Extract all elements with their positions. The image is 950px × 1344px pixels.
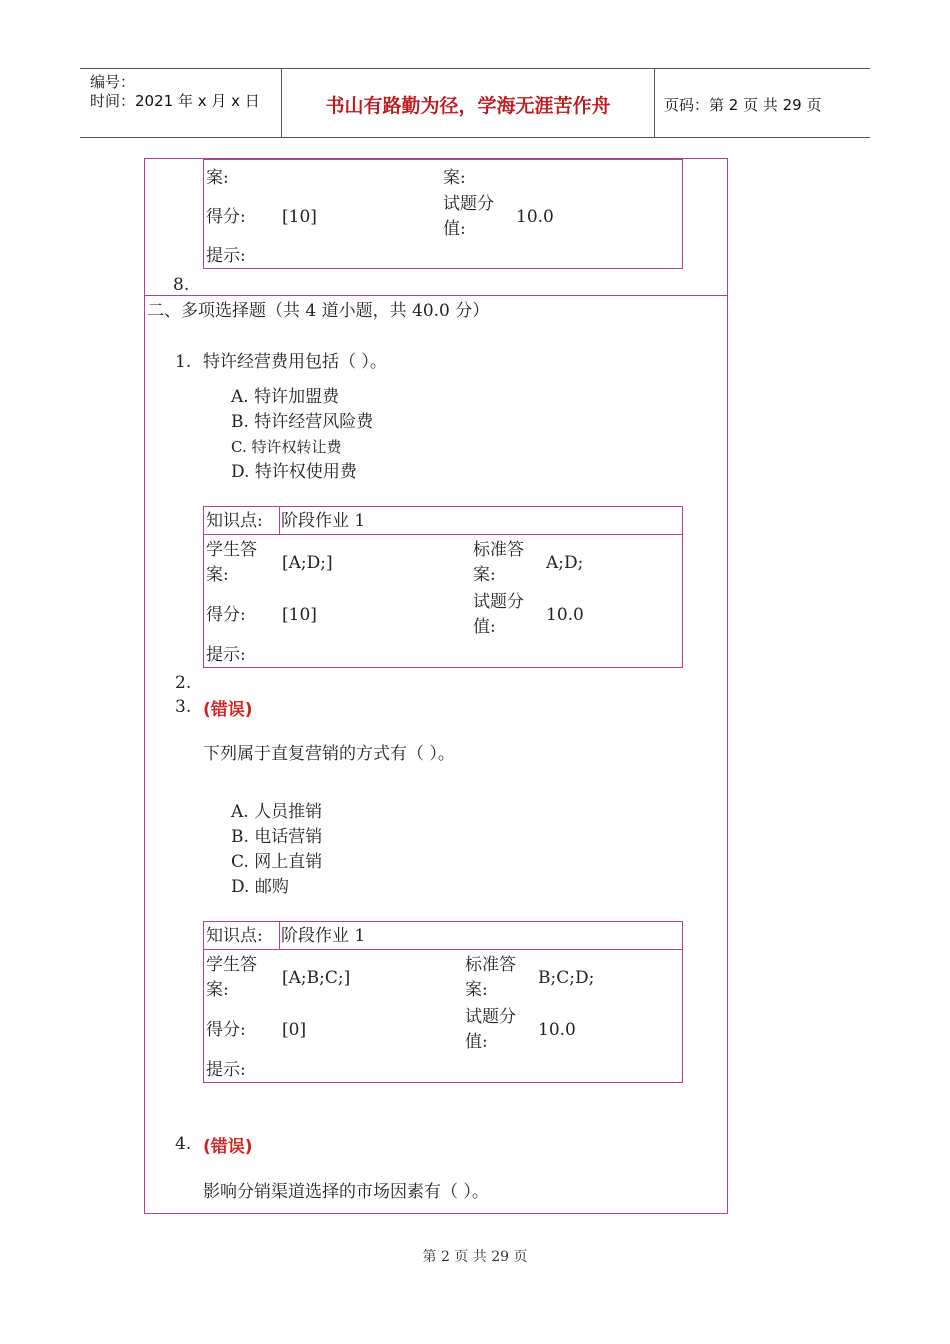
- knowledge-value: 阶段作业 1: [281, 926, 366, 946]
- standard-answer-label-2: 案:: [473, 565, 496, 585]
- question-value: 10.0: [516, 207, 554, 227]
- question-text: 特许经营费用包括（ ）。: [203, 352, 387, 372]
- item-number: 8.: [173, 275, 190, 295]
- option-c: C. 特许权转让费: [231, 438, 342, 456]
- option-a: A. 特许加盟费: [231, 387, 340, 407]
- question-value: 10.0: [546, 605, 584, 625]
- score-value: [0]: [282, 1020, 307, 1040]
- header-meta: [90, 73, 260, 111]
- option-b: B. 特许经营风险费: [231, 412, 374, 432]
- standard-answer-label: 标准答: [465, 955, 516, 975]
- knowledge-label: 知识点:: [206, 511, 263, 531]
- hint-label: 提示:: [206, 1060, 246, 1080]
- student-answer-value: [A;B;C;]: [282, 968, 351, 988]
- question-value-label-2: 值:: [465, 1032, 488, 1052]
- box-row-divider: [204, 949, 682, 950]
- score-label: 得分:: [206, 207, 246, 227]
- student-answer-label-2: 案:: [206, 980, 229, 1000]
- section-divider: [144, 295, 728, 296]
- knowledge-label: 知识点:: [206, 926, 263, 946]
- header-page-info: 页码：第 2 页 共 29 页: [664, 96, 822, 114]
- student-answer-value: [A;D;]: [282, 553, 333, 573]
- box-row-divider: [204, 534, 682, 535]
- answer-box: [203, 506, 683, 668]
- option-a: A. 人员推销: [231, 802, 323, 822]
- header-divider: [654, 69, 655, 137]
- option-b: B. 电话营销: [231, 827, 323, 847]
- page-header: [80, 68, 870, 138]
- score-value: [10]: [282, 207, 317, 227]
- standard-answer-value: B;C;D;: [538, 968, 595, 988]
- hint-label: 提示:: [206, 645, 246, 665]
- question-number: 3.: [175, 697, 192, 717]
- item-number: 2.: [175, 673, 192, 693]
- question-number: 1.: [175, 352, 192, 372]
- question-number: 4.: [175, 1134, 192, 1154]
- score-label: 得分:: [206, 1020, 246, 1040]
- wrong-status-badge: (错误): [203, 1137, 253, 1157]
- standard-answer-value: A;D;: [546, 553, 584, 573]
- question-value-label-2: 值:: [473, 617, 496, 637]
- student-answer-label-tail: 案:: [206, 168, 229, 188]
- time-label: 时间：2021 年 x 月 x 日: [90, 92, 260, 110]
- score-label: 得分:: [206, 605, 246, 625]
- page-footer: 第 2 页 共 29 页: [422, 1249, 528, 1265]
- header-motto: 书山有路勤为径，学海无涯苦作舟: [325, 95, 611, 117]
- standard-answer-label: 标准答: [473, 540, 524, 560]
- question-value: 10.0: [538, 1020, 576, 1040]
- question-value-label-2: 值:: [443, 219, 466, 239]
- number-label: 编号：: [90, 73, 136, 91]
- option-d: D. 邮购: [231, 877, 289, 897]
- section-title: 二、多项选择题（共 4 道小题，共 40.0 分）: [147, 301, 490, 321]
- question-text: 影响分销渠道选择的市场因素有（ ）。: [203, 1182, 489, 1202]
- option-d: D. 特许权使用费: [231, 462, 357, 482]
- option-c: C. 网上直销: [231, 852, 323, 872]
- student-answer-label-2: 案:: [206, 565, 229, 585]
- question-value-label: 试题分: [465, 1007, 516, 1027]
- student-answer-label: 学生答: [206, 955, 257, 975]
- score-value: [10]: [282, 605, 317, 625]
- student-answer-label: 学生答: [206, 540, 257, 560]
- knowledge-value: 阶段作业 1: [281, 511, 366, 531]
- question-value-label: 试题分: [473, 592, 524, 612]
- question-value-label: 试题分: [443, 194, 494, 214]
- question-text: 下列属于直复营销的方式有（ ）。: [203, 744, 455, 764]
- box-col-divider: [279, 507, 280, 534]
- standard-answer-label-tail: 案:: [443, 168, 466, 188]
- wrong-status-badge: (错误): [203, 700, 253, 720]
- box-col-divider: [279, 922, 280, 949]
- standard-answer-label-2: 案:: [465, 980, 488, 1000]
- hint-label: 提示:: [206, 246, 246, 266]
- answer-box: [203, 921, 683, 1083]
